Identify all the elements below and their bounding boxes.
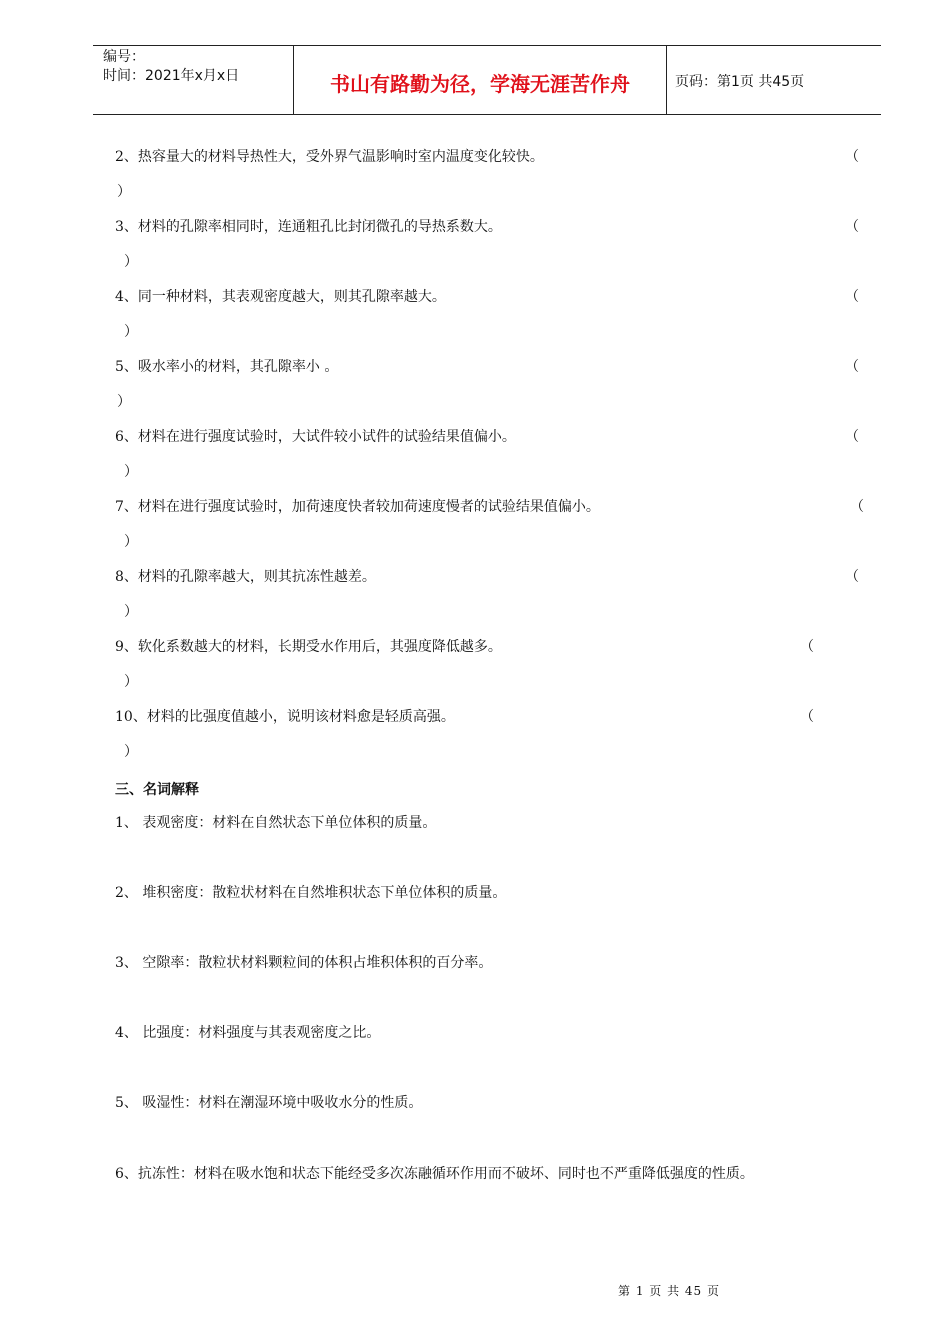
header-left-cell (103, 48, 239, 86)
answer-open-paren: （ (845, 219, 859, 235)
definition-item-4: 4、 比强度：材料强度与其表观密度之比。 (115, 1025, 381, 1041)
answer-open-paren: （ (845, 429, 859, 445)
answer-open-paren: （ (845, 149, 859, 165)
answer-open-paren: （ (800, 639, 814, 655)
answer-close-paren: ） (124, 254, 138, 270)
definition-item-6: 6、抗冻性：材料在吸水饱和状态下能经受多次冻融循环作用而不破坏、同时也不严重降低强度的性质。 (115, 1166, 754, 1182)
answer-open-paren: （ (800, 709, 814, 725)
answer-open-paren: （ (845, 289, 859, 305)
judgement-item-3: 3、材料的孔隙率相同时，连通粗孔比封闭微孔的导热系数大。 (115, 219, 502, 235)
judgement-item-2: 2、热容量大的材料导热性大，受外界气温影响时室内温度变化较快。 (115, 149, 544, 165)
judgement-item-8: 8、材料的孔隙率越大，则其抗冻性越差。 (115, 569, 376, 585)
judgement-item-4: 4、同一种材料，其表观密度越大，则其孔隙率越大。 (115, 289, 446, 305)
judgement-item-5: 5、吸水率小的材料，其孔隙率小 。 (115, 359, 339, 375)
answer-close-paren: ） (117, 184, 131, 200)
document-header (93, 45, 881, 115)
answer-close-paren: ） (124, 324, 138, 340)
answer-open-paren: （ (845, 569, 859, 585)
number-label: 编号： (103, 49, 145, 65)
section-title: 三、名词解释 (115, 782, 199, 798)
definition-item-2: 2、 堆积密度：散粒状材料在自然堆积状态下单位体积的质量。 (115, 885, 507, 901)
answer-close-paren: ） (124, 674, 138, 690)
definition-item-3: 3、 空隙率：散粒状材料颗粒间的体积占堆积体积的百分率。 (115, 955, 493, 971)
page-footer: 第 1 页 共 45 页 (618, 1284, 720, 1298)
answer-close-paren: ） (124, 464, 138, 480)
header-page-info: 页码：第1页 共45页 (675, 74, 805, 90)
answer-close-paren: ） (124, 744, 138, 760)
judgement-item-9: 9、软化系数越大的材料，长期受水作用后，其强度降低越多。 (115, 639, 502, 655)
judgement-item-6: 6、材料在进行强度试验时，大试件较小试件的试验结果值偏小。 (115, 429, 516, 445)
definition-item-1: 1、 表观密度：材料在自然状态下单位体积的质量。 (115, 815, 437, 831)
header-motto: 书山有路勤为径，学海无涯苦作舟 (330, 72, 630, 96)
answer-close-paren: ） (124, 534, 138, 550)
time-label: 时间：2021年x月x日 (103, 68, 240, 84)
definition-item-5: 5、 吸湿性：材料在潮湿环境中吸收水分的性质。 (115, 1095, 423, 1111)
answer-open-paren: （ (845, 359, 859, 375)
judgement-item-7: 7、材料在进行强度试验时，加荷速度快者较加荷速度慢者的试验结果值偏小。 (115, 499, 600, 515)
header-divider (666, 46, 667, 114)
answer-open-paren: （ (850, 499, 864, 515)
answer-close-paren: ） (117, 394, 131, 410)
judgement-item-10: 10、材料的比强度值越小，说明该材料愈是轻质高强。 (115, 709, 455, 725)
answer-close-paren: ） (124, 604, 138, 620)
